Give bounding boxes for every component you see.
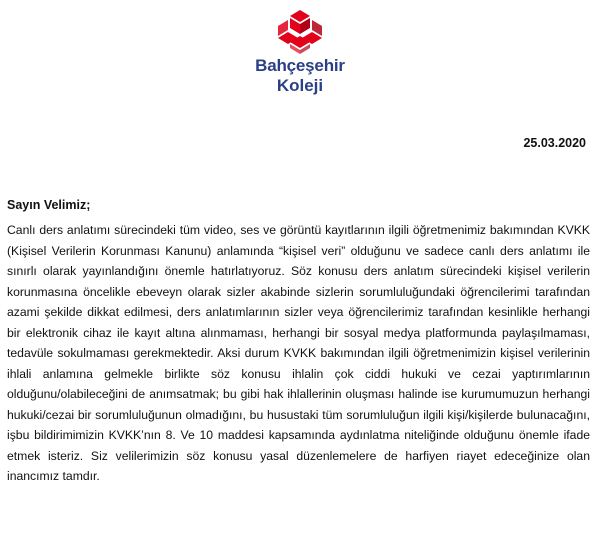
letter-date: 25.03.2020 xyxy=(523,136,586,150)
logo-name-line2: Koleji xyxy=(276,76,324,95)
letter-body: Canlı ders anlatımı sürecindeki tüm video, ses ve görüntü kayıtlarının ilgili öğretmenimiz bakımından KVKK (Kişisel Verilerin Korunması Kanunu) anlamında “kişisel veri” olduğunu ve sadece canlı ders anlatımı ile sınırlı olarak yayınlandığını önemle hatırlatıyoruz. Söz konusu ders anlatım sürecindeki kişisel verilerin korunmasına öncelikle ebeveyn olarak sizler akabinde sizlerin sorumluluğundaki öğrencilerimi tarafından azami şekilde dikkat edilmesi, ders anlatımlarının sizler veya öğrencilerimiz tarafından kesinlikle herhangi bir elektronik cihaz ile kayıt altına alınmaması, herhangi bir sosyal medya platformunda paylaşılmaması, tedavüle sokulmaması gerekmektedir. Aksi durum KVKK bakımından ilgili öğretmenimizin kişisel verilerinin ihlali anlamına gelmekle birlikte söz konusu ihlalin çok ciddi hukuki ve cezai yaptırımlarının olduğunu/olabileceğini de anımsatmak; bu gibi hak ihlallerinin oluşması halinde ise kurumumuzun herhangi hukuki/cezai bir sorumluluğunun olmadığını, bu husustaki tüm sorumluluğun ilgili kişi/kişilerde bulunacağını, işbu bildirimimizin KVKK’nın 8. Ve 10 maddesi kapsamında aydınlatma niteliğinde olduğunu önemle ifade etmek isteriz. Siz velilerimizin söz konusu yasal düzenlemelere de harfiyen riayet edeceğinize olan inancımız tamdır. xyxy=(7,223,590,483)
cube-emblem-icon xyxy=(272,8,328,54)
logo-name-line1: Bahçeşehir xyxy=(255,56,345,75)
school-logo xyxy=(252,8,348,116)
letter-greeting: Sayın Velimiz; xyxy=(7,198,91,212)
